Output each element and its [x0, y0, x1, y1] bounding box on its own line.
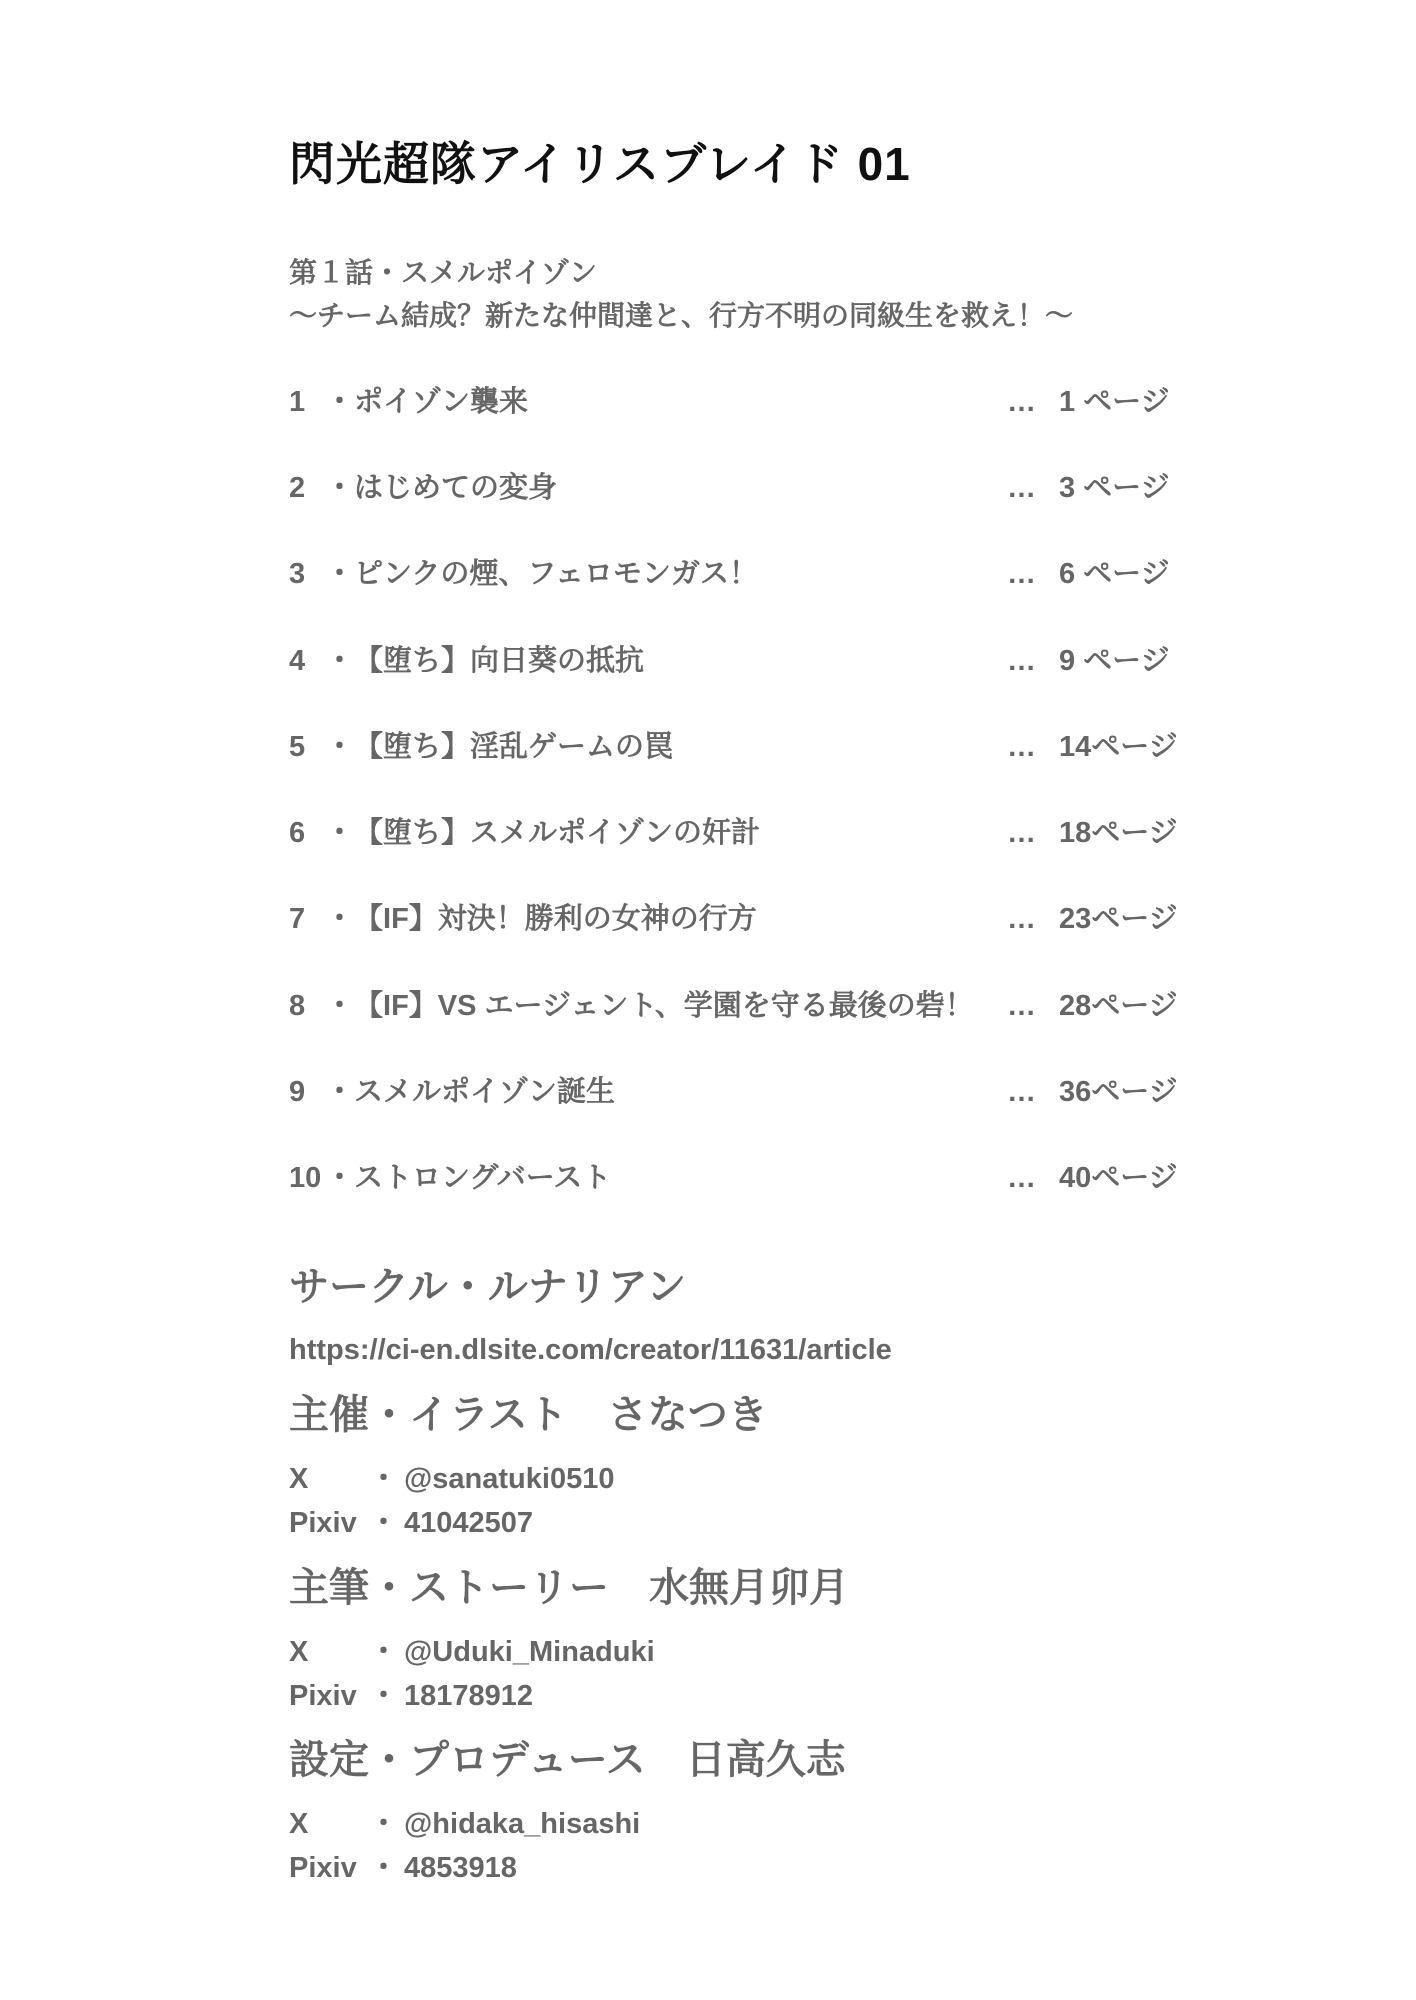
toc-item-leader: …	[1007, 558, 1037, 590]
toc-item-leader: …	[1007, 990, 1037, 1022]
toc-item-number: 6	[289, 817, 306, 849]
toc-item-number: 9	[289, 1076, 306, 1108]
toc-item-separator: ・	[325, 903, 355, 935]
toc-item-page-ref	[995, 643, 1189, 679]
toc-item-leader: …	[1007, 1162, 1037, 1194]
pixiv-label: Pixiv	[289, 1852, 357, 1884]
separator: ・	[369, 1507, 399, 1539]
toc-item[interactable]	[289, 729, 1189, 765]
toc-item-leader: …	[1007, 731, 1037, 763]
x-account	[289, 1807, 640, 1841]
credit-role: 主催・イラスト さなつき	[289, 1393, 768, 1437]
toc-item-separator: ・	[325, 386, 355, 418]
toc-item-leader: …	[1007, 386, 1037, 418]
toc-item[interactable]	[289, 988, 1189, 1024]
toc-item[interactable]	[289, 470, 1189, 506]
toc-item-page: 36ページ	[1059, 1076, 1178, 1108]
x-account	[289, 1635, 655, 1669]
pixiv-id[interactable]: 41042507	[404, 1507, 534, 1539]
pixiv-account	[289, 1506, 533, 1540]
toc-item[interactable]	[289, 643, 1189, 679]
toc-item-number: 5	[289, 731, 306, 763]
x-label: X	[289, 1808, 309, 1840]
toc-item[interactable]	[289, 1160, 1189, 1196]
toc-item[interactable]	[289, 384, 1189, 420]
toc-item-separator: ・	[325, 1162, 355, 1194]
toc-item-page-ref	[995, 729, 1189, 765]
x-handle[interactable]: @Uduki_Minaduki	[404, 1636, 655, 1668]
credit-role: 主筆・ストーリー 水無月卯月	[289, 1566, 849, 1610]
toc-item-number: 10	[289, 1162, 322, 1194]
toc-item[interactable]	[289, 1074, 1189, 1110]
toc-item-separator: ・	[325, 558, 355, 590]
toc-item-number: 4	[289, 645, 306, 677]
toc-item-page: 23ページ	[1059, 903, 1178, 935]
pixiv-id[interactable]: 18178912	[404, 1680, 534, 1712]
separator: ・	[369, 1808, 399, 1840]
toc-item-title: ピンクの煙、フェロモンガス！	[354, 558, 758, 590]
book-title: 閃光超隊アイリスブレイド 01	[289, 138, 911, 190]
x-label: X	[289, 1463, 309, 1495]
chapter-heading: 第１話・スメルポイゾン	[289, 257, 598, 288]
toc-item-page: 6 ページ	[1059, 558, 1170, 590]
toc-item-page-ref	[995, 1160, 1189, 1196]
toc-item-number: 8	[289, 990, 306, 1022]
toc-item-leader: …	[1007, 472, 1037, 504]
toc-item-separator: ・	[325, 731, 355, 763]
toc-item-page: 40ページ	[1059, 1162, 1178, 1194]
toc-item-title: 【IF】VS エージェント、学園を守る最後の砦！	[354, 990, 974, 1022]
toc-item-page: 1 ページ	[1059, 386, 1170, 418]
toc-item-page: 18ページ	[1059, 817, 1178, 849]
toc-item-title: 【堕ち】向日葵の抵抗	[354, 645, 645, 677]
toc-item-page-ref	[995, 901, 1189, 937]
toc-item-title: はじめての変身	[354, 472, 558, 504]
toc-item-page: 3 ページ	[1059, 472, 1170, 504]
toc-item-title: 【IF】対決！勝利の女神の行方	[354, 903, 757, 935]
toc-item-leader: …	[1007, 645, 1037, 677]
x-account	[289, 1462, 614, 1496]
toc-item-number: 2	[289, 472, 306, 504]
toc-item-page-ref	[995, 988, 1189, 1024]
separator: ・	[369, 1463, 399, 1495]
x-handle[interactable]: @sanatuki0510	[404, 1463, 615, 1495]
circle-name: サークル・ルナリアン	[289, 1265, 687, 1309]
x-handle[interactable]: @hidaka_hisashi	[404, 1808, 641, 1840]
toc-item-title: 【堕ち】スメルポイゾンの奸計	[354, 817, 761, 849]
toc-item-separator: ・	[325, 817, 355, 849]
toc-item-separator: ・	[325, 472, 355, 504]
toc-item-title: 【堕ち】淫乱ゲームの罠	[354, 731, 674, 763]
pixiv-label: Pixiv	[289, 1680, 357, 1712]
toc-item-page-ref	[995, 1074, 1189, 1110]
pixiv-account	[289, 1851, 517, 1885]
chapter-subtitle: ～チーム結成？新たな仲間達と、行方不明の同級生を救え！～	[289, 300, 1074, 331]
toc-item-page-ref	[995, 556, 1189, 592]
toc-item-page-ref	[995, 815, 1189, 851]
pixiv-account	[289, 1679, 533, 1713]
toc-item-separator: ・	[325, 645, 355, 677]
toc-item-page: 9 ページ	[1059, 645, 1170, 677]
toc-item-number: 3	[289, 558, 306, 590]
toc-item-separator: ・	[325, 1076, 355, 1108]
toc-item-page: 28ページ	[1059, 990, 1178, 1022]
toc-item-leader: …	[1007, 817, 1037, 849]
x-label: X	[289, 1636, 309, 1668]
pixiv-label: Pixiv	[289, 1507, 357, 1539]
toc-item-page: 14ページ	[1059, 731, 1178, 763]
pixiv-id[interactable]: 4853918	[404, 1852, 517, 1884]
toc-item-leader: …	[1007, 1076, 1037, 1108]
toc-item-number: 1	[289, 386, 306, 418]
toc-item-title: ストロングバースト	[354, 1162, 612, 1194]
toc-item-separator: ・	[325, 990, 355, 1022]
credit-role: 設定・プロデュース 日高久志	[289, 1738, 846, 1782]
toc-item[interactable]	[289, 556, 1189, 592]
toc-item[interactable]	[289, 901, 1189, 937]
separator: ・	[369, 1852, 399, 1884]
toc-item-title: ポイゾン襲来	[354, 386, 529, 418]
circle-url[interactable]: https://ci-en.dlsite.com/creator/11631/article	[289, 1334, 892, 1366]
separator: ・	[369, 1680, 399, 1712]
toc-item-title: スメルポイゾン誕生	[354, 1076, 616, 1108]
toc-item-page-ref	[995, 470, 1189, 506]
toc-item-number: 7	[289, 903, 306, 935]
toc-item[interactable]	[289, 815, 1189, 851]
toc-item-leader: …	[1007, 903, 1037, 935]
separator: ・	[369, 1636, 399, 1668]
toc-item-page-ref	[995, 384, 1189, 420]
